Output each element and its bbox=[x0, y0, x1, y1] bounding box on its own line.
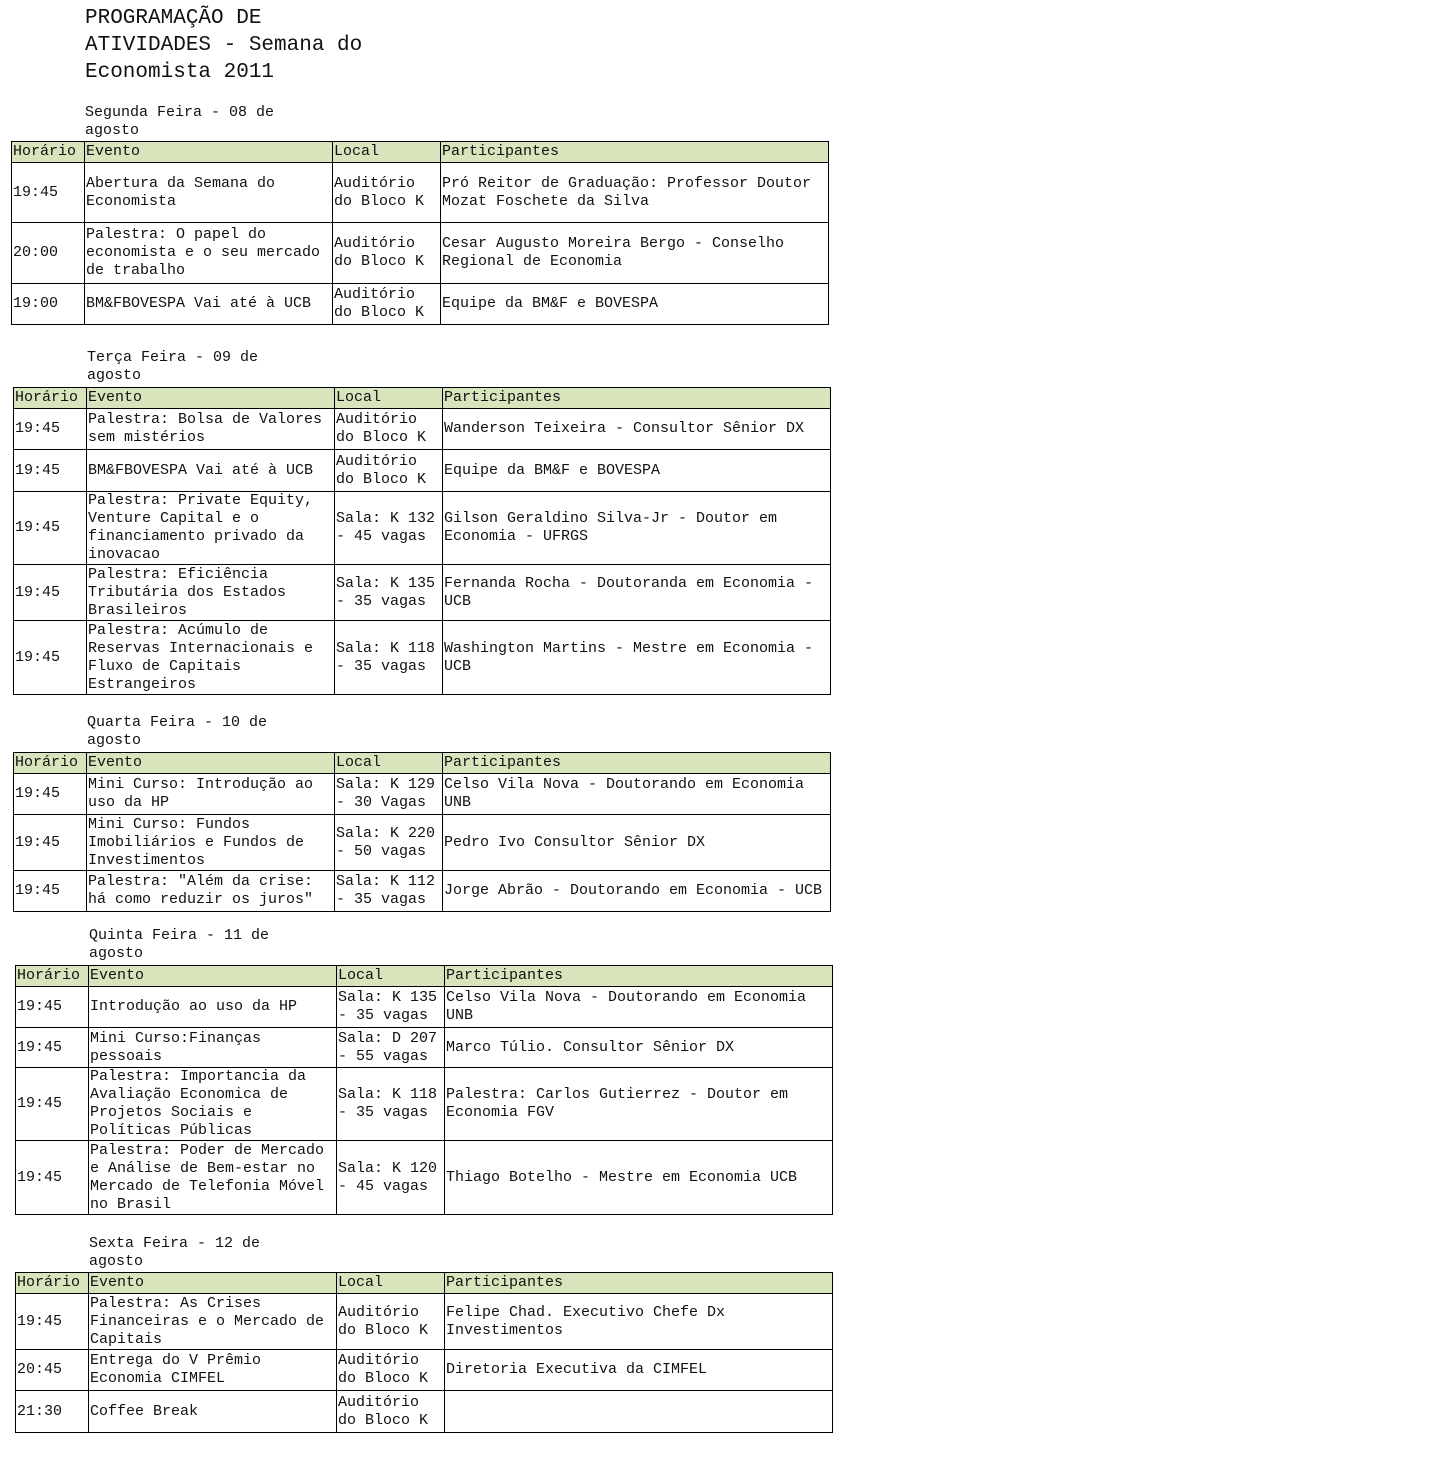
table-row bbox=[12, 223, 829, 284]
cell-time: 20:00 bbox=[12, 223, 85, 284]
cell-local: Auditório do Bloco K bbox=[335, 450, 443, 492]
cell-local: Auditório do Bloco K bbox=[333, 223, 441, 284]
table-row bbox=[16, 1141, 833, 1215]
header-participants: Participantes bbox=[445, 1273, 833, 1294]
header-participants: Participantes bbox=[445, 966, 833, 987]
cell-local: Sala: K 135 - 35 vagas bbox=[335, 565, 443, 621]
cell-event: Introdução ao uso da HP bbox=[89, 987, 337, 1028]
table-row bbox=[16, 987, 833, 1028]
cell-event: Mini Curso:Finanças pessoais bbox=[89, 1028, 337, 1068]
cell-event: Palestra: Eficiência Tributária dos Estados Brasileiros bbox=[87, 565, 335, 621]
cell-local: Auditório do Bloco K bbox=[337, 1391, 445, 1433]
table-row bbox=[14, 621, 831, 695]
cell-time: 19:45 bbox=[14, 492, 87, 565]
cell-participants: Gilson Geraldino Silva-Jr - Doutor em Economia - UFRGS bbox=[443, 492, 831, 565]
table-header-row bbox=[14, 388, 831, 409]
cell-time: 19:45 bbox=[16, 1028, 89, 1068]
day-heading-quarta: Quarta Feira - 10 de agosto bbox=[87, 714, 268, 749]
day-heading-terca: Terça Feira - 09 de agosto bbox=[87, 349, 259, 384]
cell-event: Palestra: Poder de Mercado e Análise de Bem-estar no Mercado de Telefonia Móvel no Brasil bbox=[89, 1141, 337, 1215]
cell-local: Sala: K 132 - 45 vagas bbox=[335, 492, 443, 565]
cell-local: Sala: K 120 - 45 vagas bbox=[337, 1141, 445, 1215]
table-header-row bbox=[16, 966, 833, 987]
cell-participants: Felipe Chad. Executivo Chefe Dx Investimentos bbox=[445, 1294, 833, 1350]
cell-event: BM&FBOVESPA Vai até à UCB bbox=[85, 284, 333, 325]
cell-event: BM&FBOVESPA Vai até à UCB bbox=[87, 450, 335, 492]
header-time: Horário bbox=[12, 142, 85, 163]
cell-event: Palestra: As Crises Financeiras e o Mercado de Capitais bbox=[89, 1294, 337, 1350]
cell-event: Palestra: "Além da crise: há como reduzir os juros" bbox=[87, 871, 335, 912]
cell-time: 19:45 bbox=[16, 1068, 89, 1141]
cell-time: 19:45 bbox=[14, 815, 87, 871]
cell-event: Palestra: Acúmulo de Reservas Internacionais e Fluxo de Capitais Estrangeiros bbox=[87, 621, 335, 695]
cell-local: Sala: K 112 - 35 vagas bbox=[335, 871, 443, 912]
cell-local: Sala: D 207 - 55 vagas bbox=[337, 1028, 445, 1068]
cell-local: Sala: K 129 - 30 Vagas bbox=[335, 774, 443, 815]
document-title: PROGRAMAÇÃO DE ATIVIDADES - Semana do Economista 2011 bbox=[85, 7, 363, 84]
table-row bbox=[14, 815, 831, 871]
table-row bbox=[16, 1350, 833, 1391]
header-time: Horário bbox=[16, 1273, 89, 1294]
cell-time: 20:45 bbox=[16, 1350, 89, 1391]
header-time: Horário bbox=[14, 753, 87, 774]
cell-time: 19:45 bbox=[16, 1294, 89, 1350]
cell-time: 19:45 bbox=[14, 774, 87, 815]
header-event: Evento bbox=[87, 388, 335, 409]
header-event: Evento bbox=[89, 1273, 337, 1294]
cell-event: Abertura da Semana do Economista bbox=[85, 163, 333, 223]
day-heading-quinta: Quinta Feira - 11 de agosto bbox=[89, 927, 270, 962]
cell-local: Sala: K 118 - 35 vagas bbox=[335, 621, 443, 695]
cell-participants: Marco Túlio. Consultor Sênior DX bbox=[445, 1028, 833, 1068]
cell-event: Palestra: Bolsa de Valores sem mistérios bbox=[87, 409, 335, 450]
schedule-table-terca bbox=[13, 387, 831, 695]
cell-time: 19:45 bbox=[14, 409, 87, 450]
cell-participants: Diretoria Executiva da CIMFEL bbox=[445, 1350, 833, 1391]
cell-event: Mini Curso: Introdução ao uso da HP bbox=[87, 774, 335, 815]
table-header-row bbox=[14, 753, 831, 774]
cell-participants: Pró Reitor de Graduação: Professor Doutor Mozat Foschete da Silva bbox=[441, 163, 829, 223]
header-event: Evento bbox=[89, 966, 337, 987]
header-event: Evento bbox=[87, 753, 335, 774]
cell-participants: Celso Vila Nova - Doutorando em Economia UNB bbox=[443, 774, 831, 815]
schedule-table-segunda bbox=[11, 141, 829, 325]
cell-participants bbox=[445, 1391, 833, 1433]
cell-participants: Cesar Augusto Moreira Bergo - Conselho Regional de Economia bbox=[441, 223, 829, 284]
cell-event: Entrega do V Prêmio Economia CIMFEL bbox=[89, 1350, 337, 1391]
cell-time: 19:45 bbox=[14, 565, 87, 621]
table-row bbox=[14, 565, 831, 621]
header-event: Evento bbox=[85, 142, 333, 163]
schedule-table-sexta bbox=[15, 1272, 833, 1433]
cell-time: 19:45 bbox=[16, 1141, 89, 1215]
cell-local: Sala: K 135 - 35 vagas bbox=[337, 987, 445, 1028]
cell-event: Palestra: Importancia da Avaliação Economica de Projetos Sociais e Políticas Públicas bbox=[89, 1068, 337, 1141]
header-local: Local bbox=[335, 388, 443, 409]
cell-participants: Jorge Abrão - Doutorando em Economia - UCB bbox=[443, 871, 831, 912]
table-row bbox=[12, 284, 829, 325]
cell-time: 19:45 bbox=[16, 987, 89, 1028]
cell-event: Coffee Break bbox=[89, 1391, 337, 1433]
table-row bbox=[14, 871, 831, 912]
header-time: Horário bbox=[16, 966, 89, 987]
table-header-row bbox=[16, 1273, 833, 1294]
cell-participants: Palestra: Carlos Gutierrez - Doutor em Economia FGV bbox=[445, 1068, 833, 1141]
header-participants: Participantes bbox=[441, 142, 829, 163]
table-row bbox=[14, 450, 831, 492]
cell-time: 19:00 bbox=[12, 284, 85, 325]
header-local: Local bbox=[333, 142, 441, 163]
header-local: Local bbox=[337, 966, 445, 987]
table-row bbox=[16, 1068, 833, 1141]
cell-local: Auditório do Bloco K bbox=[333, 284, 441, 325]
header-time: Horário bbox=[14, 388, 87, 409]
day-heading-sexta: Sexta Feira - 12 de agosto bbox=[89, 1235, 261, 1270]
cell-event: Mini Curso: Fundos Imobiliários e Fundos de Investimentos bbox=[87, 815, 335, 871]
cell-time: 19:45 bbox=[14, 871, 87, 912]
header-participants: Participantes bbox=[443, 388, 831, 409]
cell-participants: Equipe da BM&F e BOVESPA bbox=[443, 450, 831, 492]
table-row bbox=[12, 163, 829, 223]
cell-participants: Thiago Botelho - Mestre em Economia UCB bbox=[445, 1141, 833, 1215]
cell-local: Sala: K 118 - 35 vagas bbox=[337, 1068, 445, 1141]
cell-time: 19:45 bbox=[12, 163, 85, 223]
cell-time: 19:45 bbox=[14, 450, 87, 492]
cell-local: Sala: K 220 - 50 vagas bbox=[335, 815, 443, 871]
cell-participants: Washington Martins - Mestre em Economia - UCB bbox=[443, 621, 831, 695]
cell-local: Auditório do Bloco K bbox=[337, 1294, 445, 1350]
table-row bbox=[14, 409, 831, 450]
cell-participants: Pedro Ivo Consultor Sênior DX bbox=[443, 815, 831, 871]
table-row bbox=[16, 1028, 833, 1068]
schedule-table-quarta bbox=[13, 752, 831, 912]
cell-participants: Celso Vila Nova - Doutorando em Economia UNB bbox=[445, 987, 833, 1028]
schedule-table-quinta bbox=[15, 965, 833, 1215]
cell-event: Palestra: O papel do economista e o seu mercado de trabalho bbox=[85, 223, 333, 284]
table-row bbox=[16, 1391, 833, 1433]
table-header-row bbox=[12, 142, 829, 163]
day-heading-segunda: Segunda Feira - 08 de agosto bbox=[85, 104, 275, 139]
cell-local: Auditório do Bloco K bbox=[333, 163, 441, 223]
header-local: Local bbox=[335, 753, 443, 774]
header-local: Local bbox=[337, 1273, 445, 1294]
cell-time: 21:30 bbox=[16, 1391, 89, 1433]
cell-participants: Fernanda Rocha - Doutoranda em Economia - UCB bbox=[443, 565, 831, 621]
table-row bbox=[16, 1294, 833, 1350]
cell-time: 19:45 bbox=[14, 621, 87, 695]
cell-participants: Equipe da BM&F e BOVESPA bbox=[441, 284, 829, 325]
table-row bbox=[14, 774, 831, 815]
cell-local: Auditório do Bloco K bbox=[337, 1350, 445, 1391]
cell-participants: Wanderson Teixeira - Consultor Sênior DX bbox=[443, 409, 831, 450]
cell-local: Auditório do Bloco K bbox=[335, 409, 443, 450]
header-participants: Participantes bbox=[443, 753, 831, 774]
table-row bbox=[14, 492, 831, 565]
cell-event: Palestra: Private Equity, Venture Capital e o financiamento privado da inovacao bbox=[87, 492, 335, 565]
